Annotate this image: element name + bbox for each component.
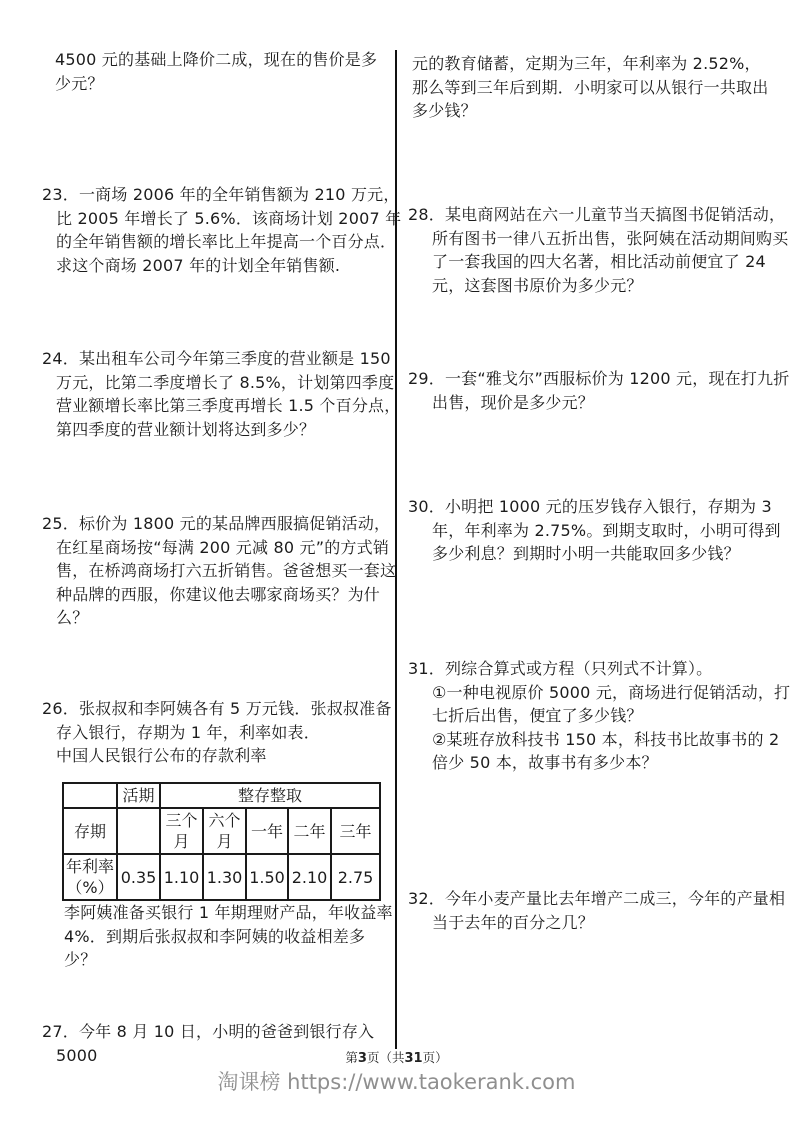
problem-text: 小明把 1000 元的压岁钱存入银行，存期为 3 年，年利率为 2.75%。到期支取时，小明可得到多少利息？到期时小明一共能取回多少钱？ [432, 497, 781, 563]
table-caption: 中国人民银行公布的存款利率 [56, 746, 267, 765]
table-cell-rate: 0.35 [117, 854, 160, 900]
page-number-middle: 页（共 [366, 1050, 405, 1065]
table-cell-fixed-header: 整存整取 [160, 783, 380, 808]
problem-text: 今年小麦产量比去年增产二成三，今年的产量相当于去年的百分之几？ [432, 889, 786, 932]
problem-number: 24． [42, 349, 79, 368]
problem-31-sub1: ①一种电视原价 5000 元，商场进行促销活动，打七折后出售，便宜了多少钱？ [432, 682, 791, 725]
problem-number: 31． [408, 659, 445, 678]
problem-31-sub2: ②某班存放科技书 150 本，科技书比故事书的 2 倍少 50 本，故事书有多少本？ [432, 729, 780, 772]
problem-26-note: 李阿姨准备买银行 1 年期理财产品，年收益率 4%．到期后张叔叔和李阿姨的收益相差多少？ [64, 903, 393, 969]
table-cell-rate: 2.75 [331, 854, 380, 900]
problem-25 [42, 512, 402, 630]
problem-number: 29． [408, 369, 445, 388]
problem-text: 一商场 2006 年的全年销售额为 210 万元，比 2005 年增长了 5.6%．该商场计划 2007 年的全年销售额的增长率比上年提高一个百分点．求这个商场 2007 年的计划全年销售额. [56, 185, 402, 275]
problem-text: 一套“雅戈尔”西服标价为 1200 元，现在打九折出售，现价是多少元？ [432, 369, 790, 412]
problem-number: 30． [408, 497, 445, 516]
problem-23 [42, 183, 402, 277]
deposit-rate-table [62, 782, 381, 901]
table-cell-rate: 1.10 [160, 854, 203, 900]
problem-number: 26． [42, 699, 79, 718]
table-cell-empty [117, 808, 160, 854]
problem-text: 某电商网站在六一儿童节当天搞图书促销活动，所有图书一律八五折出售，张阿姨在活动期间购买了一套我国的四大名著，相比活动前便宜了 24 元，这套图书原价为多少元？ [432, 205, 789, 295]
table-cell-period: 三个月 [160, 808, 203, 854]
problem-text: 张叔叔和李阿姨各有 5 万元钱．张叔叔准备存入银行，存期为 1 年，利率如表． [56, 699, 392, 742]
problem-number: 28． [408, 205, 445, 224]
problem-31 [408, 657, 793, 775]
problem-number: 32． [408, 889, 445, 908]
table-cell-demand-header: 活期 [117, 783, 160, 808]
problem-text: 某出租车公司今年第三季度的营业额是 150 万元，比第二季度增长了 8.5%，计划第四季度营业额增长率比第三季度再增长 1.5 个百分点，第四季度的营业额计划将达到多少？ [56, 349, 401, 439]
table-cell-period: 六个月 [203, 808, 246, 854]
table-cell-period-label: 存期 [63, 808, 117, 854]
problem-number: 25． [42, 514, 79, 533]
table-cell-rate: 2.10 [288, 854, 331, 900]
problem-22-continuation: 4500 元的基础上降价二成，现在的售价是多少元？ [55, 50, 378, 93]
page-number [0, 1048, 793, 1066]
page-number-suffix: 页） [422, 1050, 448, 1065]
table-cell-period: 三年 [331, 808, 380, 854]
problem-number: 23． [42, 185, 79, 204]
table-cell-period: 一年 [246, 808, 288, 854]
problem-27-continuation: 元的教育储蓄，定期为三年，年利率为 2.52%，那么等到三年后到期．小明家可以从银行一共取出多少钱？ [412, 54, 769, 120]
problem-28 [408, 203, 793, 297]
total-pages: 31 [404, 1051, 423, 1066]
problem-32 [408, 887, 793, 934]
problem-text: 列综合算式或方程（只列式不计算）。 [444, 659, 713, 678]
table-cell-empty [63, 783, 117, 808]
problem-number: 27． [42, 1022, 79, 1041]
problem-29 [408, 367, 793, 414]
problem-text: 今年 8 月 10 日，小明的爸爸到银行存入 5000 [56, 1022, 375, 1065]
problem-30 [408, 495, 793, 566]
table-cell-rate-label: 年利率（%） [63, 854, 117, 900]
problem-26 [42, 697, 402, 768]
current-page: 3 [357, 1051, 367, 1066]
table-cell-period: 二年 [288, 808, 331, 854]
watermark: 淘课榜 https://www.taokerank.com [217, 1070, 576, 1094]
problem-24 [42, 347, 402, 441]
table-cell-rate: 1.30 [203, 854, 246, 900]
problem-text: 标价为 1800 元的某品牌西服搞促销活动，在红星商场按“每满 200 元减 80 元”的方式销售，在桥鸿商场打六五折销售。爸爸想买一套这种品牌的西服，你建议他去哪家商场买？为什么？ [56, 514, 397, 627]
page-number-prefix: 第 [345, 1050, 358, 1065]
table-cell-rate: 1.50 [246, 854, 288, 900]
